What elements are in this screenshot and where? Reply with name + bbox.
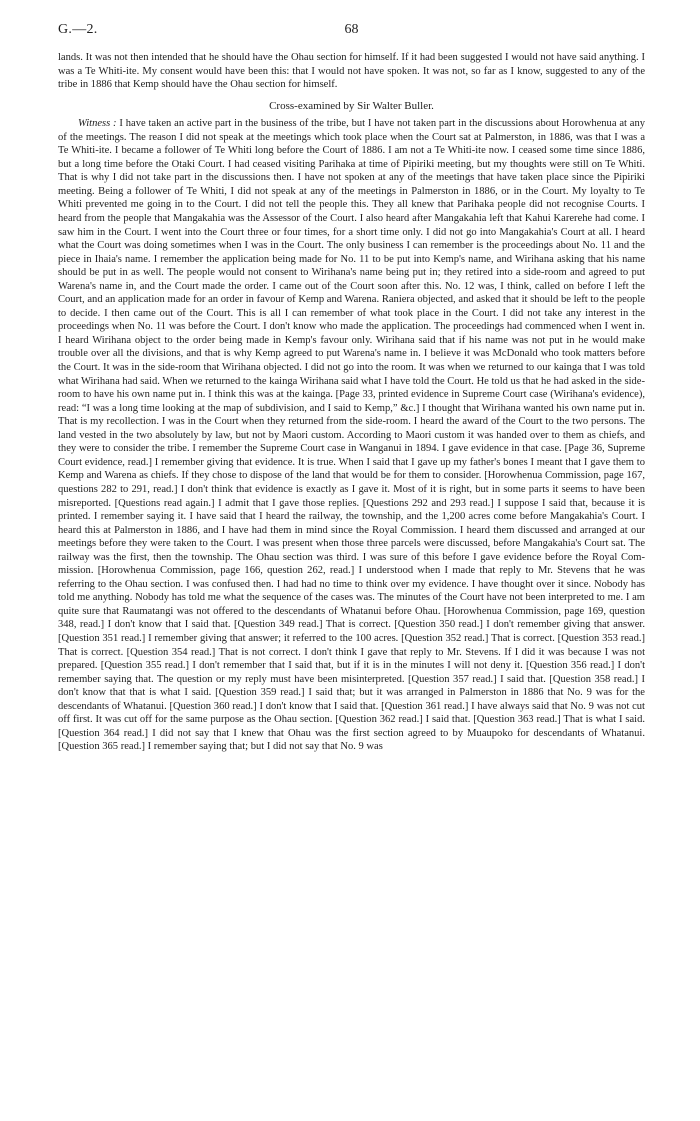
page-number: 68 (344, 22, 359, 37)
testimony-paragraph (58, 117, 645, 754)
opening-paragraph: lands. It was not then intended that he should have the Ohau section for himself. If it had been suggested I would not have said anything. I was a Te Whiti-ite. My consent would have been this: that I would not have spoken. It was not, so far as I know, suggested to any of the tribe in 1886 that Kemp should have the Ohau section for himself. (58, 52, 645, 91)
series-reference: G.—2. (58, 22, 98, 37)
section-heading: Cross-examined by Sir Walter Buller. (269, 99, 434, 112)
document-body (58, 51, 645, 754)
witness-label: Witness : (78, 118, 117, 130)
running-header (58, 22, 645, 42)
testimony-text: I have taken an active part in the business of the tribe, but I have not taken part in the discussions about Horowhenua at any of the meetings. The reason I did not speak at the meetings which took place when the Court sat at Palmerston, in 1886, was that I was a Te Whiti-ite. I became a follower of Te Whiti long before the Court of 1886. I am not a Te Whiti-ite now. I ceased some time since 1886, but a long time before the Otaki Court. I had ceased visiting Parihaka at time of Pipiriki meeting, but my thoughts were still on Te Whiti. That is why I did not take part in the discussions then. I have not spoken at any of the meetings that have taken place since the Pipiriki meeting. Being a follower of Te Whiti, I did not speak at any of the meetings in Palmerston in 1886, or in the Court. My loyalty to Te Whiti prevented me going in to the Court. I did not tell the people this. They all knew that Parihaka people did not recognise Courts. I heard from the people that Mangakahia was the Assessor of the Court. I also heard after Mangakahia left that Kahui Karerehe had come. I saw him in the Court. I went into the Court three or four times, for a short time only. I did not go into Mangakahia's Court at all. I heard what the Court was doing sometimes when I was in the Court. The only business I can remember is the proceedings about No. 11 and the piece in Ihaia's name. I remember the application being made for No. 11 to be put into Kemp's name, and Wirihana asking that his name should be put in as well. The people would not consent to Wirihana's name being put in; they retired into a side-room and agreed to put Warena's name in, and the Court made the order. I came out of the Court soon after this. No. 12 was, I think, called on before I left the Court, and an application made for an order in favour of Kemp and Warena. Raniera objected, and asked that it should be left to the people to decide. I then came out of the Court. This is all I can remember of what took place in the Court. I did not take any interest in the proceedings when No. 11 was before the Court. I don't know who made the application. The proceedings had commenced when I went in. I heard Wirihana object to the order being made in Kemp's favour only. Wirihana said that if his name was not put in he would make trouble over all the divisions, and that is why Kemp agreed to put Warena's name in. I believe it was McDonald who took matters before the Court. It was in the side-room that Wirihana objected. I did not go into the room. It was when we returned to our kainga that I was told what Wirihana had said. When we returned to the kainga Wirihana said what I have told the Court. He told us that he had asked in the side-room to have his own name put in. I think this was at the kainga. [Page 33, printed evidence in Supreme Court case (Wirihana's evidence), read: “I was a long time looking at the map of subdivision, and I said to Kemp,” &c.] I thought that Wirihana wanted his own name put in. That is my recollection. I was in the Court when they returned from the side-room. I heard the award of the Court to the two persons. The land vested in the two absolutely by law, but not by Maori custom. According to Maori custom it was handed over to them as chiefs, and they were to consider the tribe. I remember the Supreme Court case in Wanganui in 1894. I gave evidence in that case. [Page 36, Supreme Court evidence, read.] I remember giving that evidence. It is true. When I said that I gave up my father's bones I meant that I gave them to Kemp and Warena as chiefs. If they chose to dispose of the land that would be for them to consider. [Horowhenua Commission, page 167, questions 282 to 291, read.] I don't think that evidence is exactly as I gave it. Most of it is right, but in some parts it seems to have been misreported. [Questions read again.] I admit that I gave those replies. [Questions 292 and 293 read.] I suppose I said that, because it is printed. I remember saying it. I have said that I heard the railway, the township, and the 1,200 acres come before Mangakahia's Court. I heard this at Palmerston in 1886, and I have had them in mind since the Royal Commission. I heard them discussed and arranged at our meetings before they were taken to the Court. I was present when those three parcels were discussed, before Mangakahia's Court sat. The railway was the first, then the township. The Ohau section was third. I was sure of this before I gave evidence before the Royal Commission. [Horowhenua Commission, page 166, question 262, read.] I understood when I made that reply to Mr. Stevens that he was referring to the Ohau section. I was confused then. I had had no time to think over my evidence. I have thought over it since. Nobody has told me anything. Nobody has told me what the sequence of the cases was. The minutes of the Court have not been interpreted to me. I am quite sure that Raumatangi was not offered to the descendants of Whatanui before Ohau. [Horowhenua Commission, page 169, question 348, read.] I don't know that I said that. [Question 349 read.] That is correct. [Question 350 read.] I don't remember giving that answer. [Question 351 read.] I remember giving that answer; it referred to the 100 acres. [Question 352 read.] That is correct. [Question 353 read.] That is correct. [Question 354 read.] That is not correct. I don't think I gave that reply to Mr. Stevens. If I did it was because I was not prepared. [Question 355 read.] I don't remember that I said that, but if it is in the minutes I will not deny it. [Question 356 read.] I don't remember saying that. The question or my reply must have been misinterpreted. [Question 357 read.] I said that. [Question 358 read.] I don't know that that is what I said. [Question 359 read.] I said that; but it was arranged in Palmerston in 1886 that No. 9 was for the descendants of Whatanui. [Question 360 read.] I don't know that I said that. [Question 361 read.] I have always said that No. 9 was not cut off first. It was cut off for the same purpose as the Ohau section. [Question 362 read.] I said that. [Question 363 read.] That is what I said. [Question 364 read.] I did not say that I knew that Ohau was the first section agreed to by Muaupoko for descendants of Whatanui. [Question 365 read.] I remember saying that; but I did not say that No. 9 was (58, 118, 645, 753)
